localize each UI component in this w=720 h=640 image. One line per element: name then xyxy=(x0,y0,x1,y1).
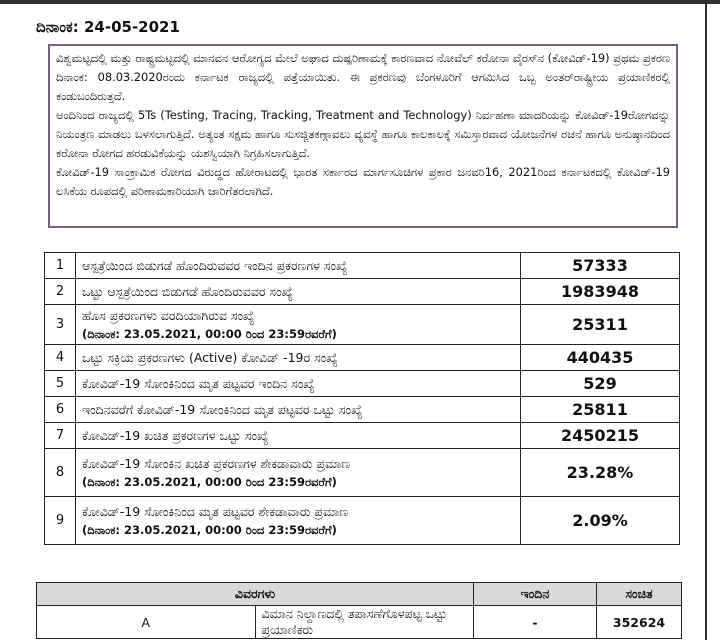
row-label: ವಿಮಾನ ನಿಲ್ದಾಣದಲ್ಲಿ ತಪಾಸಣೆಗೊಳಪಟ್ಟ ಒಟ್ಟು ಪ್ರಯಾಣಿಕರು xyxy=(255,606,474,639)
details-header-row xyxy=(37,583,682,606)
intro-box xyxy=(48,44,678,228)
row-number: 1 xyxy=(45,253,76,279)
row-number: A xyxy=(37,606,256,639)
row-number: 5 xyxy=(45,371,76,397)
row-today: - xyxy=(474,606,597,639)
stats-table xyxy=(44,252,680,545)
intro-paragraph: ಅಂದಿನಿಂದ ರಾಜ್ಯದಲ್ಲಿ 5Ts (Testing, Tracing, Tracking, Treatment and Technology) ನಿರ್ವಹಣಾ ಮಾದರಿಯನ್ನು ಕೋವಿಡ್-19ರೋಗವನ್ನು ನಿಯಂತ್ರಣ ಮಾಡಲು ಬಳಸಲಾಗುತ್ತಿದೆ. ಅತ್ಯಂತ ಸಕ್ಷಮ ಹಾಗೂ ಸುಸಜ್ಜಿತಕಣ್ಗಾವಲು ವ್ಯವಸ್ಥೆ ಹಾಗೂ ಕಾಲಕಾಲಕ್ಕೆ ಸಮಿಸ್ತಾರವಾದ ಯೋಜನೆಗಳ ರಚನೆ ಹಾಗೂ ಅನುಷ್ಠಾನದಿಂದ ಕರೋನಾ ರೋಗದ ಹರಡುವಿಕೆಯನ್ನು ಯಶಸ್ವಿಯಾಗಿ ನಿಗ್ರಹಿಸಲಾಗುತ್ತಿದೆ. xyxy=(56,108,670,160)
row-sublabel: (ದಿನಾಂಕ: 23.05.2021, 00:00 ರಿಂದ 23:59ರವರೆಗೆ) xyxy=(82,522,337,537)
row-value: 529 xyxy=(521,371,680,397)
table-row xyxy=(45,279,680,305)
table-row xyxy=(45,345,680,371)
row-number: 3 xyxy=(45,305,76,345)
row-value: 25811 xyxy=(521,397,680,423)
row-value: 25311 xyxy=(521,305,680,345)
row-number: 8 xyxy=(45,449,76,497)
row-value: 1983948 xyxy=(521,279,680,305)
row-sublabel: (ದಿನಾಂಕ: 23.05.2021, 00:00 ರಿಂದ 23:59ರವರೆಗೆ) xyxy=(82,326,337,341)
row-label: ಕೋವಿಡ್-19 ಸೋಂಕಿನಿಂದ ಮೃತ ಪಟ್ಟವರ ಇಂದಿನ ಸಂಖ್ಯೆ xyxy=(76,371,521,397)
row-label: ಒಟ್ಟು ಸಕ್ರಿಯ ಪ್ರಕರಣಗಳು (Active) ಕೋವಿಡ್ -19ರ ಸಂಖ್ಯೆ xyxy=(76,345,521,371)
row-label: ಇಂದಿನವರೆಗೆ ಕೋವಿಡ್-19 ಸೋಂಕಿನಿಂದ ಮೃತ ಪಟ್ಟವರ ಒಟ್ಟು ಸಂಖ್ಯೆ xyxy=(76,397,521,423)
right-rule xyxy=(705,0,707,640)
date-label: ದಿನಾಂಕ: xyxy=(36,18,79,36)
row-value: 23.28% xyxy=(521,449,680,497)
table-row xyxy=(45,497,680,545)
intro-paragraph: ಕೋವಿಡ್-19 ಸಾಂಕ್ರಾಮಿಕ ರೋಗದ ವಿರುದ್ಧದ ಹೋರಾಟದಲ್ಲಿ ಭಾರತ ಸರ್ಕಾರದ ಮಾರ್ಗಸೂಚಿಗಳ ಪ್ರಕಾರ ಜನವರಿ16, 2021ರಿಂದ ಕರ್ನಾಟಕದಲ್ಲಿ ಕೋವಿಡ್-19 ಲಸಿಕೆಯ ರೂಪದಲ್ಲಿ ಪರಿಣಾಮಕಾರಿಯಾಗಿ ಜಾರಿಗೆತರಲಾಗಿದೆ. xyxy=(56,165,670,198)
row-label: ಕೋವಿಡ್-19 ಸೋಂಕಿನ ಖಚಿತ ಪ್ರಕರಣಗಳ ಶೇಕಡಾವಾರು ಪ್ರಮಾಣ xyxy=(82,455,351,471)
table-row xyxy=(45,423,680,449)
row-label-cell xyxy=(76,305,521,345)
row-label: ಹೊಸ ಪ್ರಕರಣಗಳು ವರದಿಯಾಗಿರುವ ಸಂಖ್ಯೆ xyxy=(82,307,255,323)
table-row xyxy=(45,449,680,497)
table-row xyxy=(45,305,680,345)
table-row xyxy=(45,253,680,279)
date-line xyxy=(36,18,180,36)
row-label-cell xyxy=(76,497,521,545)
row-value: 2450215 xyxy=(521,423,680,449)
row-label: ಒಟ್ಟು ಆಸ್ಪತ್ರೆಯಿಂದ ಬಿಡುಗಡೆ ಹೊಂದಿರುವವರ ಸಂಖ್ಯೆ xyxy=(76,279,521,305)
row-number: 9 xyxy=(45,497,76,545)
row-label: ಕೋವಿಡ್-19 ಖಚಿತ ಪ್ರಕರಣಗಳ ಒಟ್ಟು ಸಂಖ್ಯೆ xyxy=(76,423,521,449)
row-label-cell xyxy=(76,449,521,497)
row-sublabel: (ದಿನಾಂಕ: 23.05.2021, 00:00 ರಿಂದ 23:59ರವರೆಗೆ) xyxy=(82,474,337,489)
details-table xyxy=(36,582,682,639)
row-number: 6 xyxy=(45,397,76,423)
table-row xyxy=(37,606,682,639)
row-value: 57333 xyxy=(521,253,680,279)
table-row xyxy=(45,397,680,423)
details-header: ವಿವರಗಳು xyxy=(37,583,474,606)
row-number: 4 xyxy=(45,345,76,371)
row-value: 440435 xyxy=(521,345,680,371)
intro-paragraph: ವಿಶ್ವಮಟ್ಟದಲ್ಲಿ ಮತ್ತು ರಾಷ್ಟ್ರಮಟ್ಟದಲ್ಲಿ ಮಾನವನ ಆರೋಗ್ಯದ ಮೇಲೆ ಅಘಾದ ದುಷ್ಪರಿಣಾಮಕ್ಕೆ ಕಾರಣವಾದ ನೋವೆಲ್ ಕರೋನಾ ವೈರಸ್‌ನ (ಕೋವಿಡ್-19) ಪ್ರಥಮ ಪ್ರಕರಣ ದಿನಾಂಕ: 08.03.2020ರಂದು ಕರ್ನಾಟಕ ರಾಜ್ಯದಲ್ಲಿ ಪತ್ತೆಯಾಯಿತು. ಈ ಪ್ರಕರಣವು ಬೆಂಗಳೂರಿಗೆ ಆಗಮಿಸಿದ ಒಬ್ಬ ಅಂತರ್‌ರಾಷ್ಟ್ರೀಯ ಪ್ರಯಾಣಿಕರಲ್ಲಿ ಕಂಡುಬಂದಿರುತ್ತದೆ. xyxy=(56,51,670,103)
row-cumulative: 352624 xyxy=(597,606,682,639)
row-label: ಕೋವಿಡ್-19 ಸೋಂಕಿನಿಂದ ಮೃತ ಪಟ್ಟವರ ಶೇಕಡಾವಾರು ಪ್ರಮಾಣ xyxy=(82,503,349,519)
today-header: ಇಂದಿನ xyxy=(474,583,597,606)
row-number: 7 xyxy=(45,423,76,449)
table-row xyxy=(45,371,680,397)
cumulative-header: ಸಂಚಿತ xyxy=(597,583,682,606)
date-value: 24-05-2021 xyxy=(83,18,180,36)
row-number: 2 xyxy=(45,279,76,305)
row-value: 2.09% xyxy=(521,497,680,545)
row-label: ಆಸ್ಪತ್ರೆಯಿಂದ ಬಿಡುಗಡೆ ಹೊಂದಿರುವವರ ಇಂದಿನ ಪ್ರಕರಣಗಳ ಸಂಖ್ಯೆ xyxy=(76,253,521,279)
top-rule xyxy=(0,0,720,4)
